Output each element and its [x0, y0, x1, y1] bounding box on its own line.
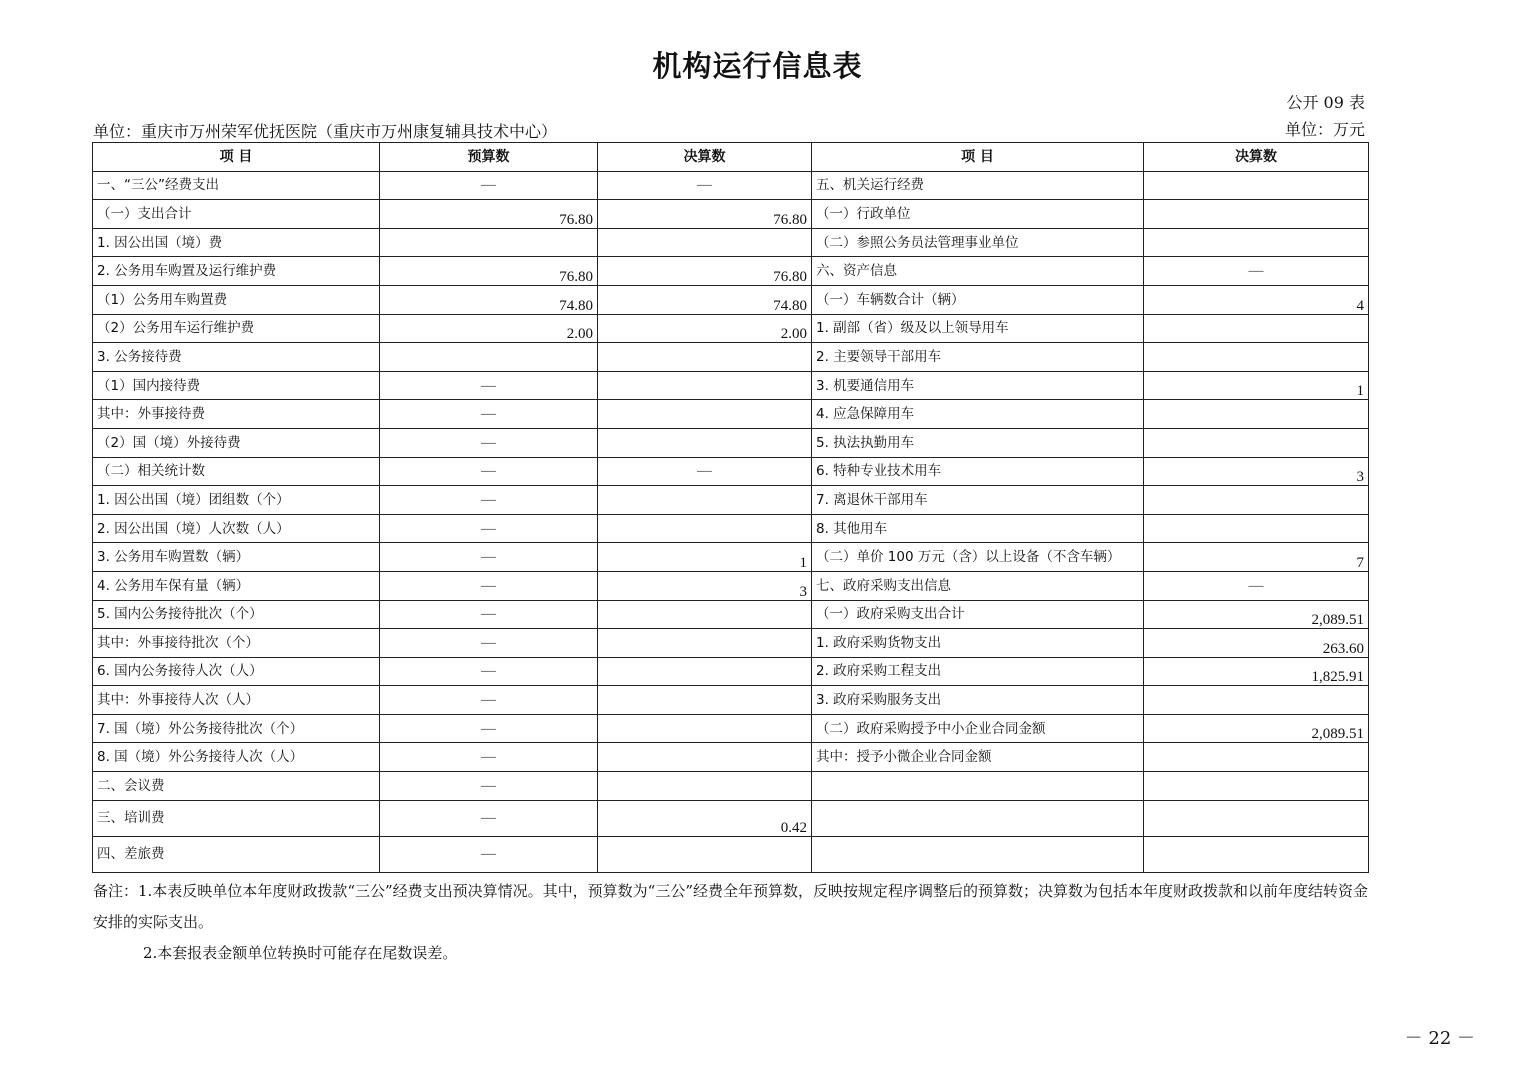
left-item-label: 2. 公务用车购置及运行维护费 [93, 257, 380, 286]
right-item-label: （二）政府采购授予中小企业合同金额 [812, 714, 1144, 743]
right-final-cell: 7 [1144, 543, 1369, 572]
right-item-label: 2. 政府采购工程支出 [812, 657, 1144, 686]
right-final-cell: 2,089.51 [1144, 600, 1369, 629]
budget-cell: — [380, 772, 598, 801]
right-item-label: （一）行政单位 [812, 200, 1144, 229]
right-item-label: 3. 政府采购服务支出 [812, 686, 1144, 715]
right-item-label: 7. 离退休干部用车 [812, 486, 1144, 515]
final-cell: 0.42 [598, 800, 812, 836]
budget-cell: — [380, 657, 598, 686]
right-item-label: 1. 副部（省）级及以上领导用车 [812, 314, 1144, 343]
right-final-cell [1144, 228, 1369, 257]
right-final-cell [1144, 836, 1369, 872]
right-final-cell: 1 [1144, 371, 1369, 400]
table-row [93, 228, 1369, 257]
left-item-label: 7. 国（境）外公务接待批次（个） [93, 714, 380, 743]
right-item-label: 七、政府采购支出信息 [812, 571, 1144, 600]
unit-name: 单位：重庆市万州荣军优抚医院（重庆市万州康复辅具技术中心） [93, 122, 558, 141]
table-row [93, 285, 1369, 314]
right-item-label [812, 800, 1144, 836]
right-item-label: （二）单价 100 万元（含）以上设备（不含车辆） [812, 543, 1144, 572]
right-item-label: （二）参照公务员法管理事业单位 [812, 228, 1144, 257]
table-row [93, 657, 1369, 686]
table-row [93, 600, 1369, 629]
budget-cell: — [380, 428, 598, 457]
table-row [93, 743, 1369, 772]
right-final-cell [1144, 743, 1369, 772]
table-row [93, 543, 1369, 572]
header-final-right: 决算数 [1144, 143, 1369, 172]
final-cell [598, 400, 812, 429]
right-final-cell [1144, 314, 1369, 343]
budget-cell: 76.80 [380, 257, 598, 286]
left-item-label: 4. 公务用车保有量（辆） [93, 571, 380, 600]
right-final-cell [1144, 200, 1369, 229]
right-final-cell: — [1144, 257, 1369, 286]
left-item-label: 5. 国内公务接待批次（个） [93, 600, 380, 629]
right-item-label: 5. 执法执勤用车 [812, 428, 1144, 457]
right-final-cell [1144, 171, 1369, 200]
table-row [93, 571, 1369, 600]
table-row [93, 686, 1369, 715]
right-final-cell [1144, 514, 1369, 543]
budget-cell: — [380, 486, 598, 515]
left-item-label: 1. 因公出国（境）费 [93, 228, 380, 257]
right-final-cell [1144, 486, 1369, 515]
budget-cell: — [380, 171, 598, 200]
right-final-cell: 4 [1144, 285, 1369, 314]
form-number: 公开 09 表 [1286, 93, 1365, 112]
right-item-label: 2. 主要领导干部用车 [812, 343, 1144, 372]
right-final-cell [1144, 800, 1369, 836]
table-row [93, 343, 1369, 372]
final-cell [598, 629, 812, 658]
budget-cell: — [380, 714, 598, 743]
left-item-label: （二）相关统计数 [93, 457, 380, 486]
final-cell [598, 514, 812, 543]
right-final-cell: 263.60 [1144, 629, 1369, 658]
right-final-cell: 3 [1144, 457, 1369, 486]
info-table [92, 142, 1369, 873]
table-row [93, 836, 1369, 872]
left-item-label: 其中：外事接待费 [93, 400, 380, 429]
left-item-label: 3. 公务用车购置数（辆） [93, 543, 380, 572]
final-cell [598, 714, 812, 743]
table-row [93, 257, 1369, 286]
final-cell [598, 836, 812, 872]
right-item-label: 8. 其他用车 [812, 514, 1144, 543]
note-line-2: 安排的实际支出。 [93, 913, 214, 931]
budget-cell [380, 228, 598, 257]
right-final-cell [1144, 686, 1369, 715]
budget-cell: — [380, 686, 598, 715]
final-cell [598, 486, 812, 515]
left-item-label: （1）公务用车购置费 [93, 285, 380, 314]
left-item-label: 6. 国内公务接待人次（人） [93, 657, 380, 686]
budget-cell: 2.00 [380, 314, 598, 343]
left-item-label: 二、会议费 [93, 772, 380, 801]
left-item-label: 一、“三公”经费支出 [93, 171, 380, 200]
header-final-left: 决算数 [598, 143, 812, 172]
right-final-cell: 1,825.91 [1144, 657, 1369, 686]
right-final-cell [1144, 772, 1369, 801]
notes [93, 876, 1473, 969]
right-item-label: 4. 应急保障用车 [812, 400, 1144, 429]
right-item-label: （一）政府采购支出合计 [812, 600, 1144, 629]
final-cell: 76.80 [598, 257, 812, 286]
currency-unit: 单位：万元 [1284, 120, 1365, 139]
header-budget: 预算数 [380, 143, 598, 172]
table-row [93, 772, 1369, 801]
table-row [93, 428, 1369, 457]
left-item-label: （一）支出合计 [93, 200, 380, 229]
left-item-label: 三、培训费 [93, 800, 380, 836]
table-row [93, 400, 1369, 429]
page-number: － 22 － [1404, 1028, 1475, 1049]
final-cell [598, 657, 812, 686]
left-item-label: 1. 因公出国（境）团组数（个） [93, 486, 380, 515]
left-item-label: 2. 因公出国（境）人次数（人） [93, 514, 380, 543]
final-cell: — [598, 171, 812, 200]
left-item-label: （2）公务用车运行维护费 [93, 314, 380, 343]
budget-cell: — [380, 514, 598, 543]
budget-cell: — [380, 629, 598, 658]
table-header-row [93, 143, 1369, 172]
header-item-right: 项 目 [812, 143, 1144, 172]
budget-cell: — [380, 600, 598, 629]
budget-cell: — [380, 571, 598, 600]
table-row [93, 457, 1369, 486]
final-cell: 3 [598, 571, 812, 600]
table-row [93, 171, 1369, 200]
final-cell [598, 600, 812, 629]
final-cell: 2.00 [598, 314, 812, 343]
table-row [93, 714, 1369, 743]
right-final-cell: 2,089.51 [1144, 714, 1369, 743]
right-item-label: （一）车辆数合计（辆） [812, 285, 1144, 314]
budget-cell: 76.80 [380, 200, 598, 229]
right-final-cell: — [1144, 571, 1369, 600]
right-item-label [812, 772, 1144, 801]
header-item-left: 项 目 [93, 143, 380, 172]
final-cell [598, 686, 812, 715]
right-item-label: 六、资产信息 [812, 257, 1144, 286]
note-line-1: 备注：1.本表反映单位本年度财政拨款“三公”经费支出预决算情况。其中，预算数为“三公”经费全年预算数，反映按规定程序调整后的预算数；决算数为包括本年度财政拨款和以前年度结转资金 [93, 882, 1368, 900]
table-row [93, 800, 1369, 836]
budget-cell: — [380, 800, 598, 836]
left-item-label: 3. 公务接待费 [93, 343, 380, 372]
budget-cell: — [380, 543, 598, 572]
left-item-label: 其中：外事接待人次（人） [93, 686, 380, 715]
final-cell [598, 743, 812, 772]
left-item-label: （1）国内接待费 [93, 371, 380, 400]
final-cell [598, 428, 812, 457]
page-title: 机构运行信息表 [652, 49, 863, 83]
budget-cell: 74.80 [380, 285, 598, 314]
final-cell: 76.80 [598, 200, 812, 229]
table-row [93, 200, 1369, 229]
right-final-cell [1144, 428, 1369, 457]
table-row [93, 371, 1369, 400]
final-cell: 74.80 [598, 285, 812, 314]
table-row [93, 514, 1369, 543]
right-item-label [812, 836, 1144, 872]
budget-cell [380, 343, 598, 372]
final-cell [598, 772, 812, 801]
final-cell [598, 343, 812, 372]
left-item-label: 四、差旅费 [93, 836, 380, 872]
right-final-cell [1144, 400, 1369, 429]
right-item-label: 3. 机要通信用车 [812, 371, 1144, 400]
budget-cell: — [380, 457, 598, 486]
left-item-label: 8. 国（境）外公务接待人次（人） [93, 743, 380, 772]
right-item-label: 6. 特种专业技术用车 [812, 457, 1144, 486]
right-final-cell [1144, 343, 1369, 372]
table-row [93, 314, 1369, 343]
right-item-label: 1. 政府采购货物支出 [812, 629, 1144, 658]
note-line-3: 2.本套报表金额单位转换时可能存在尾数误差。 [143, 944, 458, 962]
budget-cell: — [380, 400, 598, 429]
final-cell: — [598, 457, 812, 486]
budget-cell: — [380, 836, 598, 872]
budget-cell: — [380, 743, 598, 772]
final-cell [598, 228, 812, 257]
left-item-label: 其中：外事接待批次（个） [93, 629, 380, 658]
final-cell: 1 [598, 543, 812, 572]
budget-cell: — [380, 371, 598, 400]
final-cell [598, 371, 812, 400]
right-item-label: 五、机关运行经费 [812, 171, 1144, 200]
right-item-label: 其中：授予小微企业合同金额 [812, 743, 1144, 772]
left-item-label: （2）国（境）外接待费 [93, 428, 380, 457]
table-row [93, 629, 1369, 658]
table-row [93, 486, 1369, 515]
